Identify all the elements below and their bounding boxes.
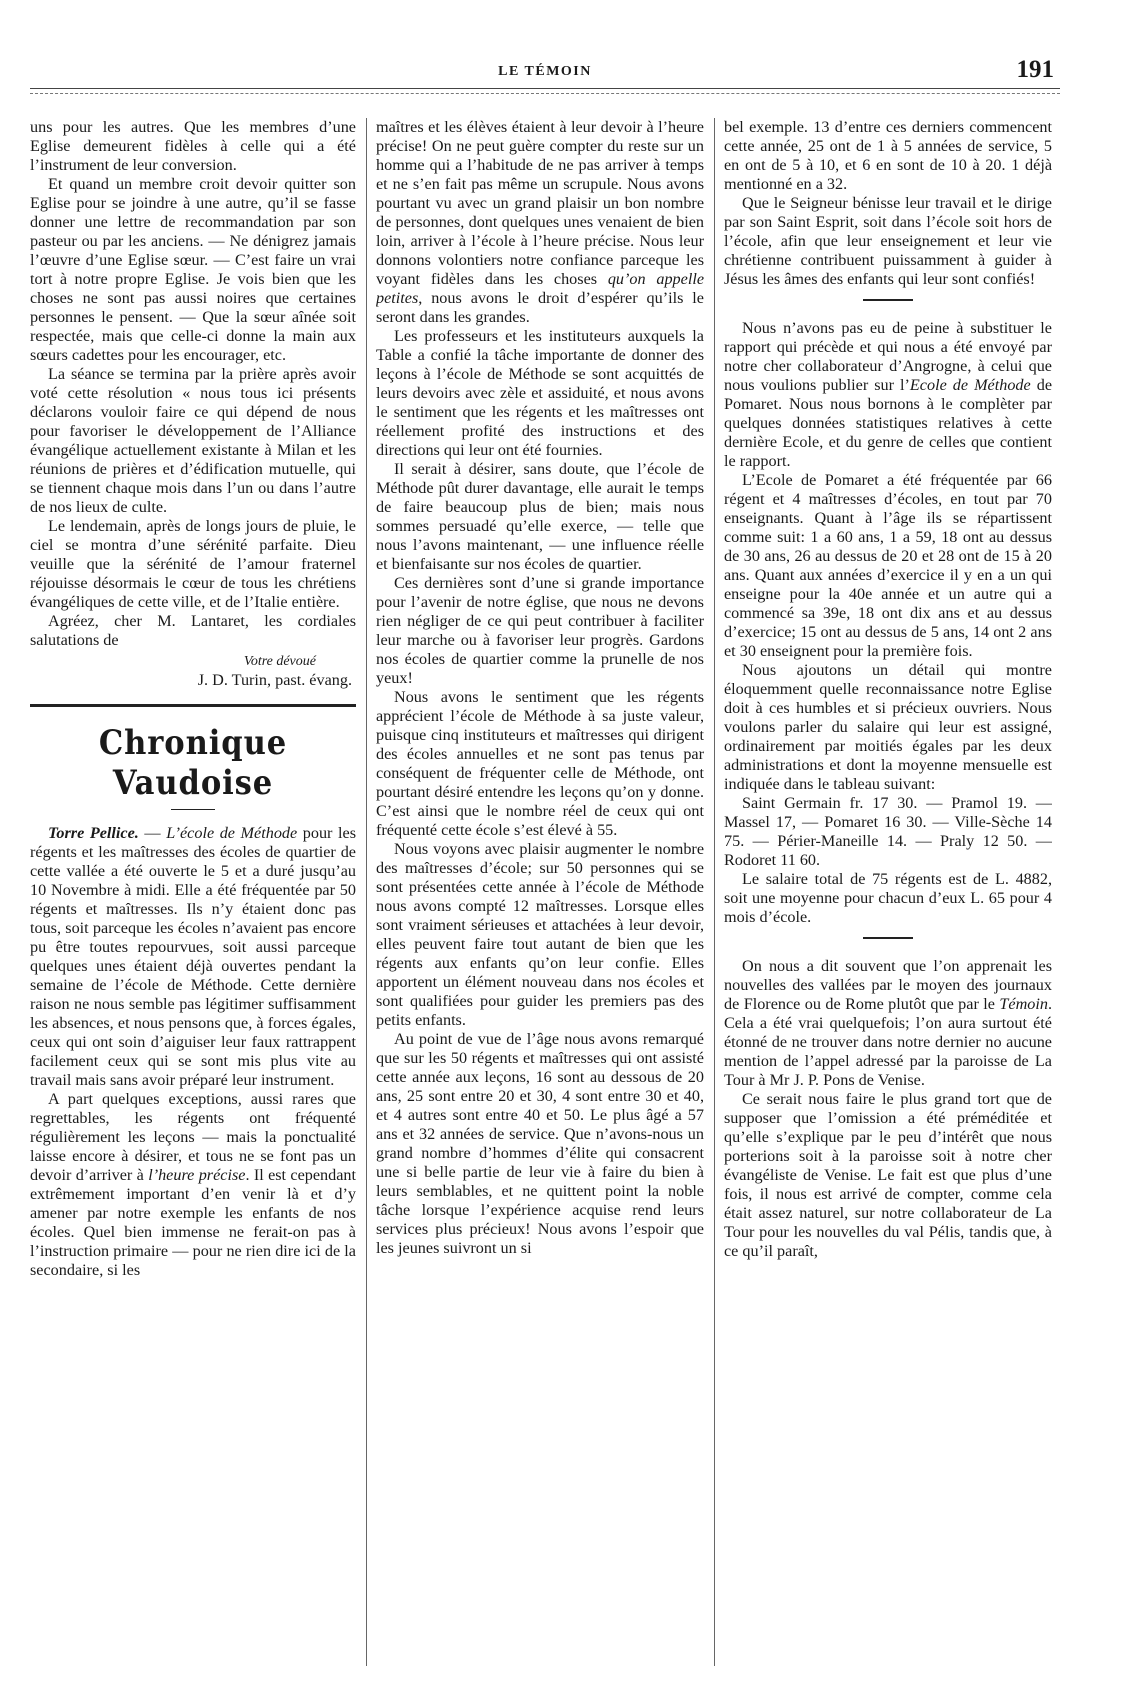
dash: — [138, 824, 167, 842]
paragraph-text: , nous avons le droit d’espérer qu’ils le seront dans les grandes. [376, 289, 704, 326]
header-rule [30, 88, 1060, 94]
italic-phrase: l’heure précise [148, 1166, 246, 1184]
column-rule [714, 118, 715, 1666]
separator [863, 937, 913, 939]
section-heading: Chronique Vaudoise [98, 723, 288, 803]
paragraph: Et quand un membre croit devoir quitter son Eglise pour se joindre à une autre, qu’il se fasse donner une lettre de recommandation par son pasteur ou par les anciens. — Ne dénigrez jamais l’œuvre d’une Eglise sœur. — C’est faire un vrai tort à notre propre Eglise. Je vois bien que les choses ne sont pas aussi noires que certaines personnes le pensent. — Que la sœur aînée soit respectée, mais que celle-ci donne la main aux sœurs cadettes pour les encourager, etc. [30, 175, 356, 364]
signature: J. D. Turin, past. évang. [197, 671, 352, 689]
paragraph: Nous voyons avec plaisir augmenter le nombre des maîtresses d’école; sur 50 personnes qui se sont présentées cette année à l’école de Méthode nous avons compté 12 maîtresses. Lorsque elles sont vraiment sérieuses et attachées à leur devoir, elles peuvent faire tout autant de bien que les régents aux enfants qu’on leur confie. Elles apportent un élément nouveau dans nos écoles et sont qualifiées pour guider les premiers pas des petits enfants. [376, 840, 704, 1029]
paragraph: bel exemple. 13 d’entre ces derniers commencent cette année, 25 ont de 1 à 5 années de service, 5 en ont de 5 à 10, et 6 en sont de 10 à 20. 1 déjà mentionné en a 32. [724, 118, 1052, 193]
running-title: LE TÉMOIN [498, 64, 592, 79]
salary-table: Saint Germain fr. 17 30. — Pramol 19. — Massel 17, — Pomaret 16 30. — Ville-Sèche 14 75. — Périer-Maneille 14. — Praly 12 50. — Rodoret 11 60. [724, 794, 1052, 869]
paragraph: Nous avons le sentiment que les régents apprécient l’école de Méthode à sa juste valeur, puisque cinq instituteurs et maîtresses qui dirigent des écoles annuelles et ne sont pas tenus par conséquent de fréquenter celle de Méthode, ont pourtant désiré entendre les leçons qu’on y donne. C’est ainsi que le nombre réel de ceux qui ont fréquenté cette école s’est élevé à 55. [376, 688, 704, 839]
page-number: 191 [1016, 56, 1054, 83]
paragraph: Ces dernières sont d’une si grande importance pour l’avenir de notre église, que nous ne devons rien négliger de ce qui peut contribuer à faciliter leur marche ou à favoriser leur progrès. Gardons nos écoles de quartier comme la prunelle de nos yeux! [376, 574, 704, 687]
closing-formula: Votre dévoué [243, 654, 316, 669]
section-rule [30, 704, 356, 707]
italic-phrase: Ecole de Méthode [909, 376, 1031, 394]
paragraph-text: maîtres et les élèves étaient à leur devoir à l’heure précise! On ne peut guère compter du reste sur un homme qui a l’habitude de ne pas arriver à temps et ne s’en fait pas même un scrupule. Nous avons pourtant vu avec un grand plaisir un bon nombre de personnes, dont quelques unes venaient de bien loin, arriver à l’école à l’heure précise. Nous leur donnons volontiers notre confiance parceque les voyant fidèles dans les choses [376, 118, 704, 288]
paragraph: Agréez, cher M. Lantaret, les cordiales salutations de [30, 612, 356, 649]
paragraph: L’Ecole de Pomaret a été fréquentée par 66 régent et 4 maîtresses d’écoles, en tout par 70 enseignants. Quant à l’âge ils se répartissent comme suit: 1 a 60 ans, 1 a 59, 18 ont au dessus de 30 ans, 26 au dessus de 20 et 28 ont de 15 à 20 ans. Quant aux années d’exercice il y en a un qui enseigne pour la 40e année et un autre qui a commencé sa 39e, 18 ont dix ans et au dessus d’exercice; 15 ont au dessus de 5 ans, 14 ont 2 ans et 30 enseignent pour la première fois. [724, 471, 1052, 660]
italic-phrase: L’école de Méthode [166, 824, 298, 842]
column-3 [724, 118, 1052, 1666]
paragraph-text: On nous a dit souvent que l’on apprenait les nouvelles des vallées par le moyen des journaux de Florence ou de Rome plutôt que par le [724, 957, 1052, 1013]
paragraph-text: pour les régents et les maîtresses des écoles de quartier de cette vallée a été ouverte le 5 et a duré jusqu’au 10 Novembre à midi. Elle a été fréquentée par 50 régents et maîtresses. Ils n’y étaient donc pas tous, soit parceque les écoles n’avaient pas encore pu être toutes repourvues, soit aussi parceque quelques unes étaient déjà ouvertes pendant la semaine de l’école de Méthode. Cette dernière raison ne nous semble pas légitimer suffisamment les absences, et nous pensons que, à forces égales, ceux qui ont soin d’aiguiser leur faux rattrappent facilement ceux qui se sont mis plus vite au travail mais sans avoir préparé leur instrument. [30, 824, 356, 1089]
paragraph [30, 1090, 356, 1280]
paragraph [30, 824, 356, 1090]
paragraph: Le salaire total de 75 régents est de L. 4882, soit une moyenne pour chacun d’eux L. 65 pour 4 mois d’école. [724, 870, 1052, 926]
paragraph [724, 319, 1052, 471]
column-1 [30, 118, 356, 1666]
paragraph-text: . Cela a été vrai quelquefois; l’on aura surtout été étonné de ne trouver dans notre dernier no aucune mention de l’appel adressé par la paroisse de La Tour à Mr J. P. Pons de Venise. [724, 995, 1052, 1089]
paragraph: La séance se termina par la prière après avoir voté cette résolution « nous tous ici présents déclarons vouloir faire ce qui dépend de nous pour favoriser le développement de l’Alliance évangélique actuellement existante à Milan et les réunions de prières et d’édification mutuelle, qui se tiennent chaque mois dans l’un ou dans l’autre de nos lieux de culte. [30, 365, 356, 516]
paragraph-text: A part quelques exceptions, aussi rares que regrettables, les régents ont fréquenté régulièrement les leçons — mais la ponctualité laisse encore à désirer, et tous ne se font pas un devoir d’arriver à [30, 1090, 356, 1184]
paragraph: Il serait à désirer, sans doute, que l’école de Méthode pût durer davantage, elle aurait le temps de faire beaucoup plus de bien; mais nous sommes persuadé qu’elle exerce, — telle que nous l’avons maintenant, — une influence réelle et bienfaisante sur nos écoles de quartier. [376, 460, 704, 573]
paragraph [724, 957, 1052, 1090]
paragraph-text: de Pomaret. Nous nous bornons à le complèter par quelques données statistiques relatives à cette dernière Ecole, et du genre de celles que contient le rapport. [724, 376, 1052, 470]
page-header [30, 56, 1060, 92]
paragraph [376, 118, 704, 327]
italic-phrase: qu’on appelle petites [376, 270, 704, 307]
paragraph: Que le Seigneur bénisse leur travail et le dirige par son Saint Esprit, soit dans l’école soit hors de l’école, afin que leur enseignement et leur vie chrétienne contribuent puissamment à guider à Jésus les âmes des enfants qui leur sont confiés! [724, 194, 1052, 288]
paragraph-text: . Il est cependant extrêmement important d’en venir là et d’y amener par notre exemple les enfants de nos écoles. Quel bien immense ne ferait-on pas à l’instruction primaire — pour ne rien dire ici de la secondaire, si les [30, 1166, 356, 1279]
separator [863, 299, 913, 301]
paragraph: Ce serait nous faire le plus grand tort que de supposer que l’omission a été préméditée et qu’elle s’explique par le peu d’intérêt que nous porterions soit à la paroisse soit à notre cher évangéliste de Venise. Le fait est que plus d’une fois, il nous est arrivé de compter, comme cela était assez naturel, sur notre collaborateur de La Tour pour les nouvelles du val Pélis, tandis que, à ce qu’il paraît, [724, 1090, 1052, 1260]
place-name: Torre Pellice. [48, 824, 139, 842]
paragraph: Au point de vue de l’âge nous avons remarqué que sur les 50 régents et maîtresses qui ont assisté cette année aux leçons, 16 sont au dessous de 20 ans, 25 sont entre 20 et 30, 4 sont entre 30 et 40, et 4 autres sont entre 40 et 50. Le plus âgé a 57 ans et 32 années de service. Que n’avons-nous un grand nombre d’hommes d’élite qui consacrent une si belle partie de leur vie à faire du bien à leurs semblables, et ne quittent point la noble tâche lorsque l’expérience acquise rend leurs services plus précieux! Nous avons l’espoir que les jeunes suivront un si [376, 1030, 704, 1257]
paragraph: Nous ajoutons un détail qui montre éloquemment quelle reconnaissance notre Eglise doit à ces humbles et si précieux ouvriers. Nous voulons parler du salaire qui leur est assigné, ordinairement par moitiés égales par les deux administrations et dont la moyenne mensuelle est indiquée dans le tableau suivant: [724, 661, 1052, 793]
heading-underline [171, 809, 215, 810]
italic-phrase: Témoin [999, 995, 1048, 1013]
paragraph: Les professeurs et les instituteurs auxquels la Table a confié la tâche importante de donner des leçons à l’école de Méthode se sont acquittés de leurs devoirs avec zèle et assiduité, et nous avons le sentiment que les régents et les maîtresses ont réellement profité des instructions et des directions qui leur ont été fournies. [376, 327, 704, 459]
paragraph: uns pour les autres. Que les membres d’une Eglise demeurent fidèles à celle qui a été l’instrument de leur conversion. [30, 118, 356, 174]
column-rule [366, 118, 367, 1666]
paragraph-text: Nous n’avons pas eu de peine à substituer le rapport qui précède et qui nous a été envoyé par notre cher collaborateur d’Angrogne, à celui que nous voulions publier sur l’ [724, 319, 1052, 394]
column-2 [376, 118, 704, 1666]
paragraph: Le lendemain, après de longs jours de pluie, le ciel se montra d’une sérénité parfaite. Dieu veuille que la sérénité de l’amour fraternel réjouisse désormais le cœur de tous les chrétiens évangéliques de cette ville, et de l’Italie entière. [30, 517, 356, 611]
